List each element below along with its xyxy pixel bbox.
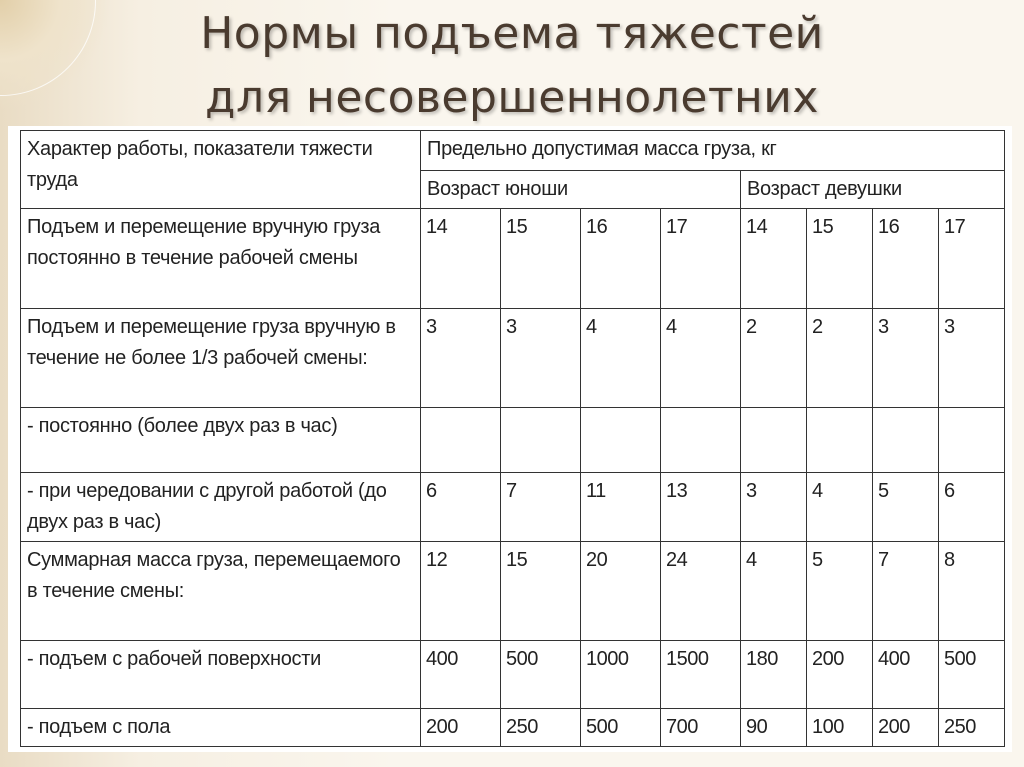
boys-value-cell: 1000	[581, 641, 661, 709]
girls-value-cell: 3	[939, 309, 1005, 408]
boys-value-cell: 400	[421, 641, 501, 709]
girls-value-cell: 6	[939, 473, 1005, 542]
boys-value-cell: 200	[421, 709, 501, 747]
boys-value-cell: 20	[581, 542, 661, 641]
girls-value-cell: 4	[741, 542, 807, 641]
girls-value-cell: 200	[873, 709, 939, 747]
boys-value-cell: 3	[421, 309, 501, 408]
boys-value-cell: 3	[501, 309, 581, 408]
table-row	[21, 709, 1005, 747]
girls-value-cell: 2	[807, 309, 873, 408]
page-title-line2: для несовершеннолетних	[205, 72, 819, 123]
boys-value-cell: 24	[661, 542, 741, 641]
girls-value-cell: 250	[939, 709, 1005, 747]
table-row	[21, 209, 1005, 309]
girls-value-cell: 400	[873, 641, 939, 709]
girls-value-cell: 5	[873, 473, 939, 542]
table-row	[21, 641, 1005, 709]
row-label: - постоянно (более двух раз в час)	[21, 408, 421, 473]
table-row	[21, 542, 1005, 641]
girls-value-cell: 3	[741, 473, 807, 542]
boys-value-cell: 17	[661, 209, 741, 309]
girls-value-cell: 5	[807, 542, 873, 641]
girls-value-cell	[873, 408, 939, 473]
girls-value-cell: 16	[873, 209, 939, 309]
header-boys: Возраст юноши	[421, 171, 741, 209]
girls-value-cell	[807, 408, 873, 473]
girls-value-cell: 4	[807, 473, 873, 542]
girls-value-cell: 3	[873, 309, 939, 408]
girls-value-cell: 90	[741, 709, 807, 747]
boys-value-cell: 15	[501, 209, 581, 309]
header-girls: Возраст девушки	[741, 171, 1005, 209]
girls-value-cell: 7	[873, 542, 939, 641]
girls-value-cell: 100	[807, 709, 873, 747]
boys-value-cell	[421, 408, 501, 473]
boys-value-cell: 500	[501, 641, 581, 709]
boys-value-cell: 4	[661, 309, 741, 408]
table-row	[21, 309, 1005, 408]
header-characteristic: Характер работы, показатели тяжести труда	[21, 131, 421, 209]
row-label: - при чередовании с другой работой (до двух раз в час)	[21, 473, 421, 542]
boys-value-cell: 4	[581, 309, 661, 408]
boys-value-cell: 700	[661, 709, 741, 747]
boys-value-cell: 16	[581, 209, 661, 309]
boys-value-cell: 15	[501, 542, 581, 641]
boys-value-cell: 500	[581, 709, 661, 747]
boys-value-cell: 14	[421, 209, 501, 309]
boys-value-cell: 1500	[661, 641, 741, 709]
row-label: Подъем и перемещение груза вручную в течение не более 1/3 рабочей смены:	[21, 309, 421, 408]
boys-value-cell	[501, 408, 581, 473]
row-label: - подъем с рабочей поверхности	[21, 641, 421, 709]
girls-value-cell: 180	[741, 641, 807, 709]
girls-value-cell: 14	[741, 209, 807, 309]
girls-value-cell	[939, 408, 1005, 473]
norms-table	[20, 130, 1005, 747]
girls-value-cell: 17	[939, 209, 1005, 309]
row-label: Подъем и перемещение вручную груза постоянно в течение рабочей смены	[21, 209, 421, 309]
boys-value-cell: 13	[661, 473, 741, 542]
row-label: Суммарная масса груза, перемещаемого в течение смены:	[21, 542, 421, 641]
table-row	[21, 408, 1005, 473]
boys-value-cell: 12	[421, 542, 501, 641]
girls-value-cell: 500	[939, 641, 1005, 709]
page-title-line1: Нормы подъема тяжестей	[200, 8, 824, 59]
boys-value-cell: 11	[581, 473, 661, 542]
boys-value-cell: 250	[501, 709, 581, 747]
boys-value-cell: 6	[421, 473, 501, 542]
girls-value-cell: 200	[807, 641, 873, 709]
boys-value-cell	[581, 408, 661, 473]
header-max-mass: Предельно допустимая масса груза, кг	[421, 131, 1005, 171]
table-sheet	[8, 126, 1012, 752]
girls-value-cell: 8	[939, 542, 1005, 641]
row-label: - подъем с пола	[21, 709, 421, 747]
boys-value-cell: 7	[501, 473, 581, 542]
girls-value-cell: 15	[807, 209, 873, 309]
girls-value-cell: 2	[741, 309, 807, 408]
girls-value-cell	[741, 408, 807, 473]
boys-value-cell	[661, 408, 741, 473]
table-row	[21, 473, 1005, 542]
